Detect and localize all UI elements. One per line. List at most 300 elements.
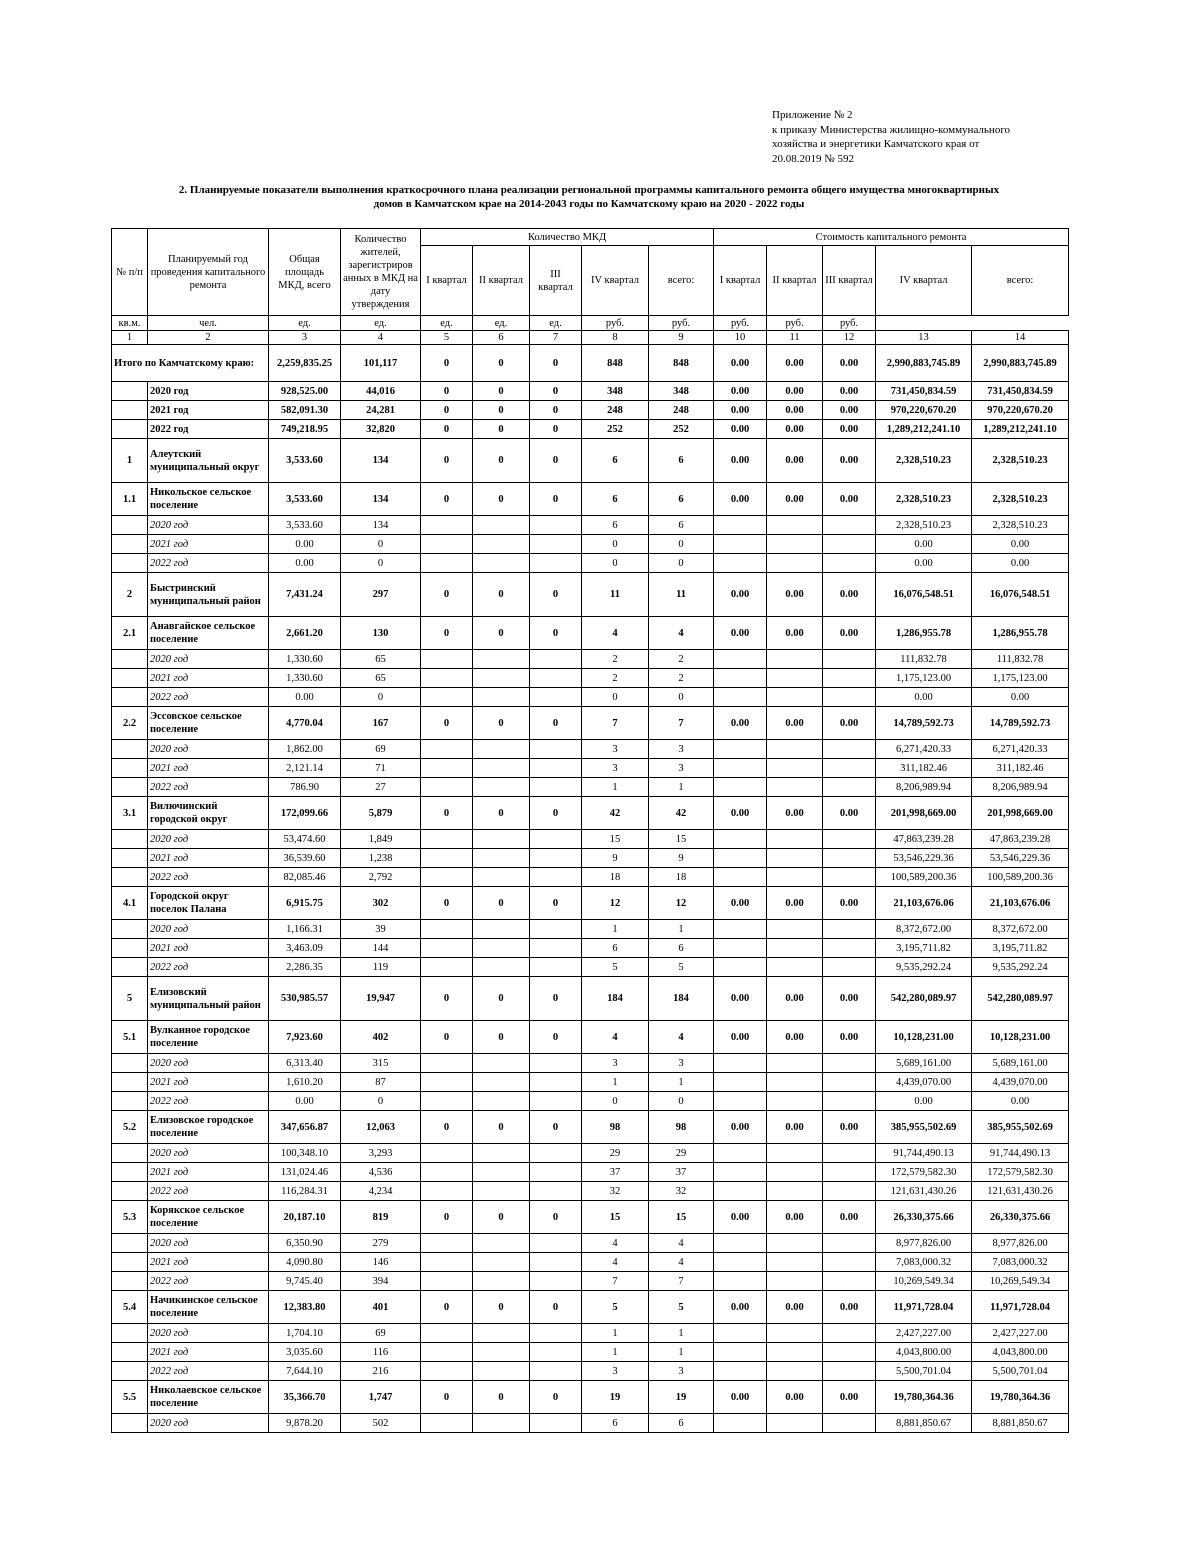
year-row: [112, 1343, 1069, 1362]
row-number: [112, 1253, 148, 1272]
cell: 9: [649, 849, 714, 868]
cell: 91,744,490.13: [876, 1144, 972, 1163]
column-number-cell: 10: [714, 331, 767, 345]
cell: 1,175,123.00: [876, 669, 972, 688]
cell: 4,090.80: [269, 1253, 341, 1272]
cell: 786.90: [269, 778, 341, 797]
cell: 7: [649, 707, 714, 740]
cell: 1,704.10: [269, 1324, 341, 1343]
cell: 0.00: [767, 483, 823, 516]
units-row: [112, 316, 1069, 331]
cell: 4,234: [341, 1182, 421, 1201]
cell: 11,971,728.04: [972, 1291, 1069, 1324]
cell: 0.00: [823, 483, 876, 516]
row-name: [148, 1092, 269, 1111]
cell: 0: [421, 887, 473, 920]
unit-cell: ед.: [530, 316, 582, 331]
row-number: [112, 939, 148, 958]
table-row: [112, 887, 1069, 920]
column-number-cell: 7: [530, 331, 582, 345]
cell: 1,849: [341, 830, 421, 849]
cell: 0.00: [823, 617, 876, 650]
row-name-text: 2020 год: [150, 519, 189, 531]
cell: [421, 868, 473, 887]
cell: 172,579,582.30: [972, 1163, 1069, 1182]
cell: [823, 554, 876, 573]
cell: [714, 688, 767, 707]
cell: 3,195,711.82: [972, 939, 1069, 958]
cell: [714, 1054, 767, 1073]
cell: 0.00: [714, 887, 767, 920]
cell: 4: [582, 1253, 649, 1272]
cell: 0: [530, 797, 582, 830]
cell: 385,955,502.69: [876, 1111, 972, 1144]
cell: 6: [582, 939, 649, 958]
cell: 0: [473, 1381, 530, 1414]
row-number: 5: [112, 977, 148, 1021]
cell: [530, 1324, 582, 1343]
column-number-cell: 1: [112, 331, 148, 345]
cell: 0.00: [767, 977, 823, 1021]
document-title: [110, 183, 1068, 211]
year-row: [112, 868, 1069, 887]
cell: 9,535,292.24: [972, 958, 1069, 977]
cell: 0: [473, 573, 530, 617]
cell: [714, 1182, 767, 1201]
header-cost-q3: III квартал: [823, 246, 876, 316]
year-row: [112, 1073, 1069, 1092]
cell: [421, 1054, 473, 1073]
row-name: [148, 1414, 269, 1433]
unit-cell: ед.: [269, 316, 341, 331]
row-name-text: Николаевское сельское поселение: [150, 1385, 262, 1409]
cell: 130: [341, 617, 421, 650]
cell: 4: [582, 1234, 649, 1253]
cell: 1: [582, 920, 649, 939]
cell: 0.00: [767, 887, 823, 920]
cell: 6: [649, 439, 714, 483]
cell: 3,195,711.82: [876, 939, 972, 958]
row-number: [112, 382, 148, 401]
cell: 6,350.90: [269, 1234, 341, 1253]
cell: [530, 778, 582, 797]
header-q4: IV квартал: [582, 246, 649, 316]
cell: 0.00: [714, 1111, 767, 1144]
cell: 1: [582, 1343, 649, 1362]
row-name: [148, 1201, 269, 1234]
cell: [473, 1253, 530, 1272]
column-number-cell: 2: [148, 331, 269, 345]
cell: 279: [341, 1234, 421, 1253]
cell: [823, 778, 876, 797]
cell: 7,431.24: [269, 573, 341, 617]
column-number-cell: 12: [823, 331, 876, 345]
cell: [421, 939, 473, 958]
cell: 0: [649, 535, 714, 554]
cell: [473, 1182, 530, 1201]
cell: 3,533.60: [269, 483, 341, 516]
column-number-cell: 14: [972, 331, 1069, 345]
cell: 0.00: [823, 977, 876, 1021]
row-number: [112, 688, 148, 707]
table-row: [112, 401, 1069, 420]
cell: 0.00: [972, 554, 1069, 573]
cell: [823, 868, 876, 887]
cell: 16,076,548.51: [876, 573, 972, 617]
cell: [530, 939, 582, 958]
row-name-text: 2021 год: [150, 762, 189, 774]
total-row-label: Итого по Камчатскому краю:: [112, 345, 269, 382]
cell: 26,330,375.66: [876, 1201, 972, 1234]
cell: 3: [582, 759, 649, 778]
row-name-text: 2020 год: [150, 1057, 189, 1069]
cell: [823, 1324, 876, 1343]
row-number: [112, 1272, 148, 1291]
row-number: 2: [112, 573, 148, 617]
row-name-text: Вилючинский городской округ: [150, 801, 228, 825]
cell: [421, 1362, 473, 1381]
cell: 2,328,510.23: [876, 483, 972, 516]
row-name: [148, 669, 269, 688]
unit-cell: кв.м.: [112, 316, 148, 331]
cell: 0.00: [823, 1201, 876, 1234]
cell: [767, 849, 823, 868]
row-name-text: 2022 год: [150, 1275, 189, 1287]
row-name-text: 2020 год: [150, 923, 189, 935]
cell: 0.00: [767, 420, 823, 439]
cell: 9,878.20: [269, 1414, 341, 1433]
cell: 6,915.75: [269, 887, 341, 920]
cell: [473, 1362, 530, 1381]
title-line-2: домов в Камчатском крае на 2014-2043 годы по Камчатскому краю на 2020 - 2022 годы: [373, 198, 805, 210]
table-row: [112, 573, 1069, 617]
cell: 2,328,510.23: [972, 439, 1069, 483]
cell: 0: [582, 688, 649, 707]
table-row: [112, 483, 1069, 516]
row-number: [112, 1414, 148, 1433]
cell: 16,076,548.51: [972, 573, 1069, 617]
cell: 3: [582, 1362, 649, 1381]
cell: 0.00: [714, 573, 767, 617]
cell: 6,313.40: [269, 1054, 341, 1073]
row-number: [112, 554, 148, 573]
cell: 9,535,292.24: [876, 958, 972, 977]
cell: 11: [582, 573, 649, 617]
cell: [767, 1362, 823, 1381]
cell: 0.00: [823, 1021, 876, 1054]
cell: [823, 1054, 876, 1073]
cell: [530, 535, 582, 554]
cell: 4: [649, 1021, 714, 1054]
cell: [767, 1054, 823, 1073]
row-name: [148, 797, 269, 830]
cell: [473, 554, 530, 573]
cell: [473, 1272, 530, 1291]
cell: 0: [530, 420, 582, 439]
cell: 11,971,728.04: [876, 1291, 972, 1324]
header-q2: II квартал: [473, 246, 530, 316]
row-name: [148, 1021, 269, 1054]
cell: 15: [582, 1201, 649, 1234]
cell: 0.00: [269, 535, 341, 554]
row-name: [148, 1054, 269, 1073]
cell: [421, 1092, 473, 1111]
cell: 1: [649, 1324, 714, 1343]
cell: [530, 1163, 582, 1182]
cell: 0.00: [767, 1111, 823, 1144]
cell: 1,747: [341, 1381, 421, 1414]
row-number: 5.2: [112, 1111, 148, 1144]
cell: 0.00: [823, 420, 876, 439]
cell: 0: [473, 439, 530, 483]
cell: 26,330,375.66: [972, 1201, 1069, 1234]
cell: [823, 650, 876, 669]
row-name-text: 2020 год: [150, 385, 189, 397]
row-name: [148, 1182, 269, 1201]
cell: 8,206,989.94: [972, 778, 1069, 797]
row-number: 5.1: [112, 1021, 148, 1054]
row-number: 4.1: [112, 887, 148, 920]
row-name-text: 2021 год: [150, 942, 189, 954]
cell: [421, 516, 473, 535]
cell: 0.00: [767, 401, 823, 420]
row-name-text: 2020 год: [150, 743, 189, 755]
cell: [823, 516, 876, 535]
cell: 0.00: [714, 977, 767, 1021]
cell: 3,533.60: [269, 516, 341, 535]
cell: 0.00: [767, 797, 823, 830]
cell: 32: [649, 1182, 714, 1201]
cell: [823, 1343, 876, 1362]
cell: 7: [582, 707, 649, 740]
cell: 0: [473, 401, 530, 420]
row-number: [112, 650, 148, 669]
cell: 11: [649, 573, 714, 617]
cell: 216: [341, 1362, 421, 1381]
cell: 2: [582, 650, 649, 669]
row-number: [112, 1163, 148, 1182]
cell: [473, 1163, 530, 1182]
cell: [714, 1144, 767, 1163]
cell: 0.00: [823, 345, 876, 382]
cell: 3: [582, 1054, 649, 1073]
cell: 0.00: [269, 688, 341, 707]
cell: 3: [649, 1362, 714, 1381]
cell: 394: [341, 1272, 421, 1291]
cell: [421, 1324, 473, 1343]
cell: [530, 650, 582, 669]
year-row: [112, 1092, 1069, 1111]
cell: [530, 1182, 582, 1201]
cell: 0: [530, 382, 582, 401]
cell: 69: [341, 1324, 421, 1343]
unit-cell: руб.: [714, 316, 767, 331]
cell: [530, 849, 582, 868]
row-name: [148, 830, 269, 849]
cell: 44,016: [341, 382, 421, 401]
cell: 385,955,502.69: [972, 1111, 1069, 1144]
row-number: [112, 759, 148, 778]
cell: 3: [582, 740, 649, 759]
cell: [767, 958, 823, 977]
cell: 1,286,955.78: [876, 617, 972, 650]
row-name: [148, 1144, 269, 1163]
year-row: [112, 1054, 1069, 1073]
cell: [530, 1414, 582, 1433]
year-row: [112, 1253, 1069, 1272]
cell: 69: [341, 740, 421, 759]
cell: 749,218.95: [269, 420, 341, 439]
cell: [767, 1234, 823, 1253]
cell: 8,881,850.67: [876, 1414, 972, 1433]
cell: [767, 1414, 823, 1433]
cell: [421, 1343, 473, 1362]
row-number: [112, 740, 148, 759]
cell: 15: [649, 830, 714, 849]
cell: 5: [582, 958, 649, 977]
cell: 0.00: [714, 617, 767, 650]
cell: 53,474.60: [269, 830, 341, 849]
cell: 0: [530, 887, 582, 920]
cell: 6: [582, 439, 649, 483]
unit-cell: руб.: [767, 316, 823, 331]
cell: 4: [582, 617, 649, 650]
row-name-text: 2021 год: [150, 404, 189, 416]
cell: [823, 1144, 876, 1163]
cell: 5: [649, 958, 714, 977]
year-row: [112, 740, 1069, 759]
cell: 3: [649, 1054, 714, 1073]
cell: [530, 868, 582, 887]
cell: 0.00: [714, 439, 767, 483]
cell: [767, 830, 823, 849]
cell: [767, 920, 823, 939]
row-number: [112, 778, 148, 797]
cell: [714, 535, 767, 554]
row-name-text: Быстринский муниципальный район: [150, 582, 261, 607]
row-name-text: 2020 год: [150, 833, 189, 845]
cell: 10,269,549.34: [876, 1272, 972, 1291]
total-row: [112, 345, 1069, 382]
row-number: 2.1: [112, 617, 148, 650]
year-row: [112, 554, 1069, 573]
cell: 14,789,592.73: [972, 707, 1069, 740]
cell: [714, 920, 767, 939]
cell: [714, 868, 767, 887]
cell: [421, 1163, 473, 1182]
cell: 1: [582, 1324, 649, 1343]
cell: 29: [582, 1144, 649, 1163]
cell: [530, 1054, 582, 1073]
row-number: [112, 1182, 148, 1201]
cell: 18: [649, 868, 714, 887]
cell: [714, 1234, 767, 1253]
cell: 1: [582, 778, 649, 797]
cell: 0: [421, 707, 473, 740]
row-number: 1.1: [112, 483, 148, 516]
cell: [473, 688, 530, 707]
cell: [767, 516, 823, 535]
row-name: [148, 868, 269, 887]
header-q3: III квартал: [530, 246, 582, 316]
cell: [714, 554, 767, 573]
cell: [530, 1272, 582, 1291]
cell: 2,328,510.23: [876, 516, 972, 535]
cell: 1,289,212,241.10: [972, 420, 1069, 439]
cell: 0: [421, 1111, 473, 1144]
cell: 0: [530, 977, 582, 1021]
cell: [473, 1343, 530, 1362]
cell: [530, 1234, 582, 1253]
row-name: [148, 740, 269, 759]
cell: 2: [582, 669, 649, 688]
row-number: [112, 535, 148, 554]
year-row: [112, 830, 1069, 849]
column-number-cell: 11: [767, 331, 823, 345]
cell: 0.00: [767, 382, 823, 401]
cell: [473, 1324, 530, 1343]
cell: [421, 958, 473, 977]
unit-cell: чел.: [148, 316, 269, 331]
row-number: 1: [112, 439, 148, 483]
cell: 0: [341, 535, 421, 554]
cell: 0: [530, 1201, 582, 1234]
row-name: [148, 535, 269, 554]
cell: [714, 1343, 767, 1362]
cell: 970,220,670.20: [876, 401, 972, 420]
cell: [714, 1414, 767, 1433]
cell: [823, 849, 876, 868]
cell: 5,689,161.00: [972, 1054, 1069, 1073]
row-name: [148, 1291, 269, 1324]
cell: 0: [473, 483, 530, 516]
cell: 201,998,669.00: [876, 797, 972, 830]
cell: 0.00: [876, 1092, 972, 1111]
cell: 0: [473, 1201, 530, 1234]
cell: 1,175,123.00: [972, 669, 1069, 688]
header-name: Планируемый год проведения капитального ремонта: [148, 229, 269, 316]
cell: 184: [649, 977, 714, 1021]
cell: 5,500,701.04: [972, 1362, 1069, 1381]
cell: 248: [649, 401, 714, 420]
cell: [473, 759, 530, 778]
cell: [823, 740, 876, 759]
cell: 19: [582, 1381, 649, 1414]
row-number: 5.4: [112, 1291, 148, 1324]
cell: [767, 868, 823, 887]
table-row: [112, 1021, 1069, 1054]
column-numbers-row: [112, 331, 1069, 345]
cell: [421, 830, 473, 849]
cell: 15: [649, 1201, 714, 1234]
cell: 402: [341, 1021, 421, 1054]
cell: 116,284.31: [269, 1182, 341, 1201]
row-name-text: Эссовское сельское поселение: [150, 711, 242, 735]
cell: 0.00: [767, 707, 823, 740]
cell: 0.00: [972, 1092, 1069, 1111]
cell: [714, 650, 767, 669]
header-group-mkd: Количество МКД: [421, 229, 714, 246]
cell: 10,128,231.00: [972, 1021, 1069, 1054]
year-row: [112, 535, 1069, 554]
cell: 0.00: [823, 797, 876, 830]
cell: [714, 759, 767, 778]
cell: 0: [473, 1021, 530, 1054]
row-number: [112, 420, 148, 439]
row-name-text: 2020 год: [150, 1237, 189, 1249]
cell: 6: [649, 483, 714, 516]
year-row: [112, 516, 1069, 535]
